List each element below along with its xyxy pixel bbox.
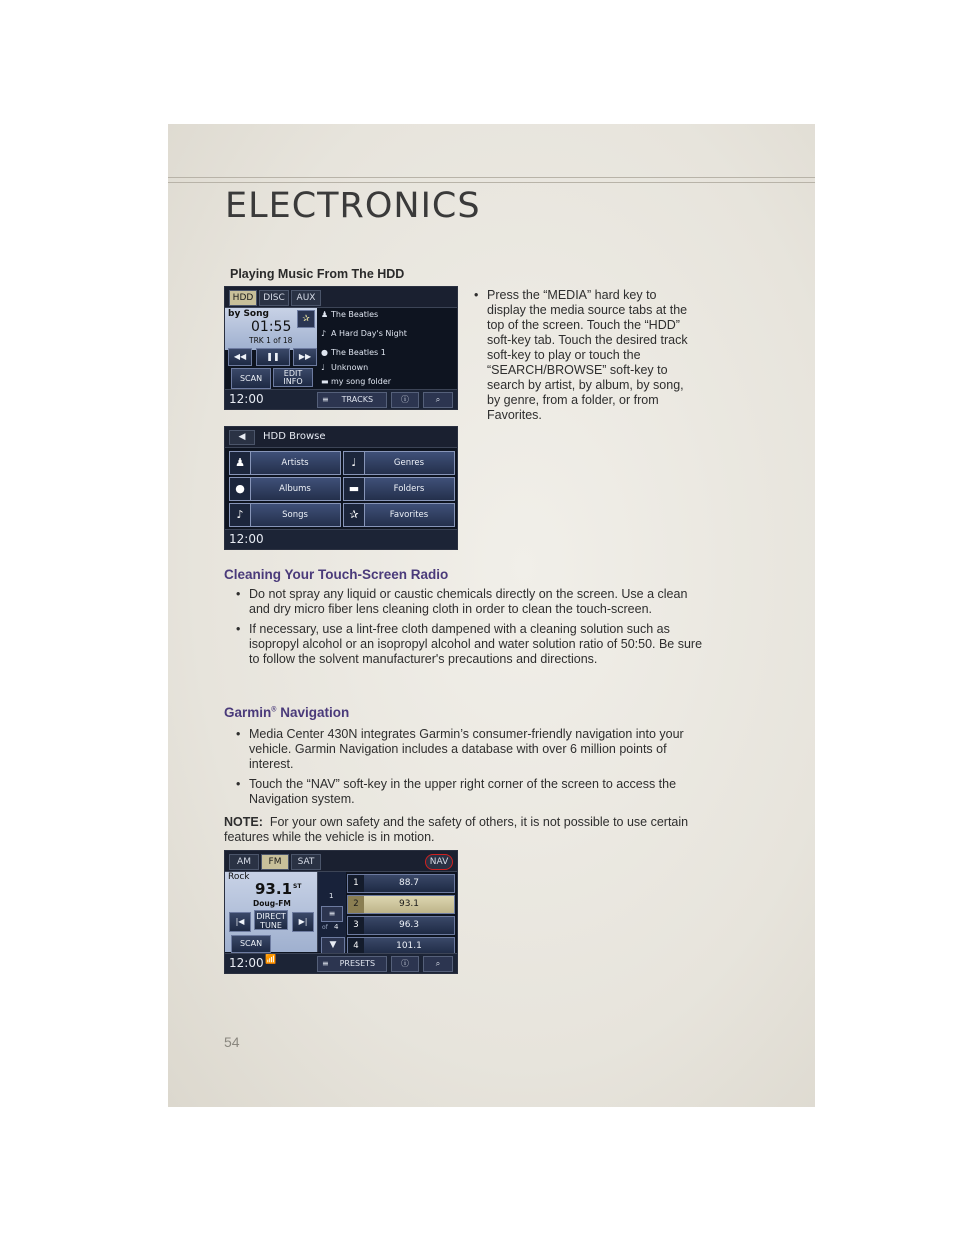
track-song[interactable]: ♪ A Hard Day's Night xyxy=(321,329,407,338)
pause-icon: ❚❚ xyxy=(266,352,280,361)
hdd-player-screen xyxy=(224,286,458,410)
list-icon: ≡ xyxy=(322,959,329,968)
edit-label: EDIT xyxy=(283,369,303,378)
person-icon: ♟ xyxy=(230,452,251,474)
preset-3[interactable]: 3 96.3 xyxy=(347,916,455,935)
fast-forward-icon: ▶▶ xyxy=(298,352,312,361)
garmin-bullet: • Media Center 430N integrates Garmin’s consumer-friendly navigation into your vehicle. Garmin Navigation includes a database with over 6 million points of interest. xyxy=(236,727,706,772)
info-label: INFO xyxy=(283,377,303,386)
garmin-heading: Garmin® Navigation xyxy=(224,705,350,720)
tab-fm[interactable]: FM xyxy=(261,854,289,870)
tab-hdd[interactable]: HDD xyxy=(229,290,257,306)
seek-back-button[interactable] xyxy=(229,912,251,932)
cleaning-heading: Cleaning Your Touch-Screen Radio xyxy=(224,567,449,582)
track-artist[interactable]: ♟ The Beatles xyxy=(321,310,379,319)
cleaning-bullet: • Do not spray any liquid or caustic chemicals directly on the screen. Use a clean and dry micro fiber lens cleaning cloth in order to clean the touch-screen. xyxy=(236,587,706,617)
radio-screen xyxy=(224,850,458,974)
hdd-bullet: • Press the “MEDIA” hard key to display the media source tabs at the top of the screen. Touch the “HDD” soft-key tab. Touch the desired track soft-key to play or touch the “SEARCH/BROWSE” soft-key to search by artist, by album, by song, by genre, from a folder, or from Favorites. xyxy=(474,288,694,423)
skip-forward-icon: ▶| xyxy=(298,917,308,926)
preset-2[interactable]: 2 93.1 xyxy=(347,895,455,914)
track-album[interactable]: ● The Beatles 1 xyxy=(321,348,386,357)
clock: 12:00 xyxy=(229,392,264,406)
search-icon: ⌕ xyxy=(435,395,441,404)
list-icon: ≡ xyxy=(322,395,329,404)
rewind-button[interactable] xyxy=(228,348,252,366)
info-button[interactable] xyxy=(391,956,419,972)
hdd-bullets xyxy=(474,288,694,428)
tracks-button[interactable]: ≡ TRACKS xyxy=(317,392,387,408)
chevron-down-icon: ▼ xyxy=(329,940,337,950)
section-title: ELECTRONICS xyxy=(225,186,481,226)
search-button[interactable] xyxy=(423,956,453,972)
music-note-icon: ♪ xyxy=(321,329,327,338)
music-note-icon: ♪ xyxy=(230,504,251,526)
tab-sat[interactable]: SAT xyxy=(291,854,321,870)
preset-list-button[interactable] xyxy=(321,906,343,922)
radio-bottom-bar xyxy=(225,953,457,973)
browse-artists-button[interactable]: ♟ Artists xyxy=(229,451,341,475)
tab-aux[interactable]: AUX xyxy=(291,290,321,306)
page-down-button[interactable] xyxy=(321,937,345,954)
garmin-bullet: • Touch the “NAV” soft-key in the upper right corner of the screen to access the Navigation system. xyxy=(236,777,706,807)
disc-icon: ● xyxy=(321,348,328,357)
guitar-icon: ♩ xyxy=(344,452,365,474)
folder-icon: ▬ xyxy=(344,478,365,500)
safety-note xyxy=(224,815,704,845)
track-genre[interactable]: ♩ Unknown xyxy=(321,363,369,372)
browse-genres-button[interactable]: ♩ Genres xyxy=(343,451,455,475)
header-rule-top xyxy=(168,177,815,178)
play-mode-label: by Song xyxy=(228,309,269,319)
station-name: Doug-FM xyxy=(253,899,291,908)
browse-title-bar xyxy=(225,427,457,448)
browse-folders-button[interactable]: ▬ Folders xyxy=(343,477,455,501)
tune-label: TUNE xyxy=(260,921,282,930)
presets-button[interactable]: ≡ PRESETS xyxy=(317,956,387,972)
direct-label: DIRECT xyxy=(256,912,286,921)
tab-am[interactable]: AM xyxy=(229,854,259,870)
info-icon: ⓘ xyxy=(401,395,409,404)
manual-page xyxy=(168,124,815,1107)
seek-forward-button[interactable] xyxy=(292,912,314,932)
garmin-bullets xyxy=(236,727,706,812)
track-folder[interactable]: ▬ my song folder xyxy=(321,377,392,386)
page-number: 54 xyxy=(224,1034,240,1050)
info-button[interactable] xyxy=(391,392,419,408)
back-button[interactable] xyxy=(229,430,255,445)
scan-button[interactable]: SCAN xyxy=(231,368,271,389)
elapsed-time: 01:55 xyxy=(251,319,292,335)
hdd-caption: Playing Music From The HDD xyxy=(230,267,405,281)
scan-button[interactable]: SCAN xyxy=(231,935,271,953)
clock: 12:00 xyxy=(229,956,264,970)
browse-songs-button[interactable]: ♪ Songs xyxy=(229,503,341,527)
browse-albums-button[interactable]: ● Albums xyxy=(229,477,341,501)
page-current: 1 xyxy=(329,892,334,900)
browse-favorites-button[interactable]: ✰ Favorites xyxy=(343,503,455,527)
back-arrow-icon: ◀ xyxy=(238,432,246,442)
registered-mark: ® xyxy=(271,706,277,714)
header-rule-bottom xyxy=(168,182,815,183)
person-icon: ♟ xyxy=(321,310,329,319)
track-counter: TRK 1 of 18 xyxy=(249,336,293,345)
pause-button[interactable] xyxy=(256,348,290,366)
favorite-icon: ✰ xyxy=(344,504,365,526)
browse-title: HDD Browse xyxy=(263,431,326,442)
cleaning-bullets xyxy=(236,587,706,672)
genre-label: Rock xyxy=(228,872,250,882)
favorite-note-icon[interactable]: ✰ xyxy=(297,310,315,328)
search-browse-button[interactable] xyxy=(423,392,453,408)
folder-icon: ▬ xyxy=(321,377,329,386)
search-icon: ⌕ xyxy=(435,959,441,968)
page-total: 4 xyxy=(334,923,339,931)
note-label: NOTE: xyxy=(224,815,263,829)
signal-icon: 📶 xyxy=(265,955,277,965)
note-text: For your own safety and the safety of others, it is not possible to use certain features while the vehicle is in motion. xyxy=(224,815,689,844)
info-icon: ⓘ xyxy=(401,959,409,968)
media-tab-bar xyxy=(225,287,457,308)
direct-tune-button[interactable] xyxy=(254,910,288,930)
frequency-display: 93.1 xyxy=(255,880,293,898)
guitar-icon: ♩ xyxy=(321,363,325,372)
player-bottom-bar xyxy=(225,389,457,409)
clock: 12:00 xyxy=(229,532,264,546)
cleaning-bullet: • If necessary, use a lint-free cloth dampened with a cleaning solution such as isopropyl alcohol or an isopropyl alcohol and water solution ratio of 50:50. Be sure to follow the solvent manufacturer's precautions and directions. xyxy=(236,622,706,667)
tab-disc[interactable]: DISC xyxy=(259,290,289,306)
preset-1[interactable]: 1 88.7 xyxy=(347,874,455,893)
now-playing-panel xyxy=(225,308,317,350)
disc-icon: ● xyxy=(230,478,251,500)
page-of: of xyxy=(322,924,328,931)
nav-button[interactable]: NAV xyxy=(425,854,453,870)
edit-info-button[interactable] xyxy=(273,368,313,387)
preset-4[interactable]: 4 101.1 xyxy=(347,937,455,956)
hdd-browse-screen xyxy=(224,426,458,550)
rewind-icon: ◀◀ xyxy=(233,352,247,361)
skip-back-icon: |◀ xyxy=(235,917,245,926)
radio-tab-bar xyxy=(225,851,457,872)
list-icon: ≡ xyxy=(328,909,336,918)
stereo-indicator: ST xyxy=(293,883,302,890)
fast-forward-button[interactable] xyxy=(293,348,317,366)
browse-bottom-bar xyxy=(225,529,457,549)
